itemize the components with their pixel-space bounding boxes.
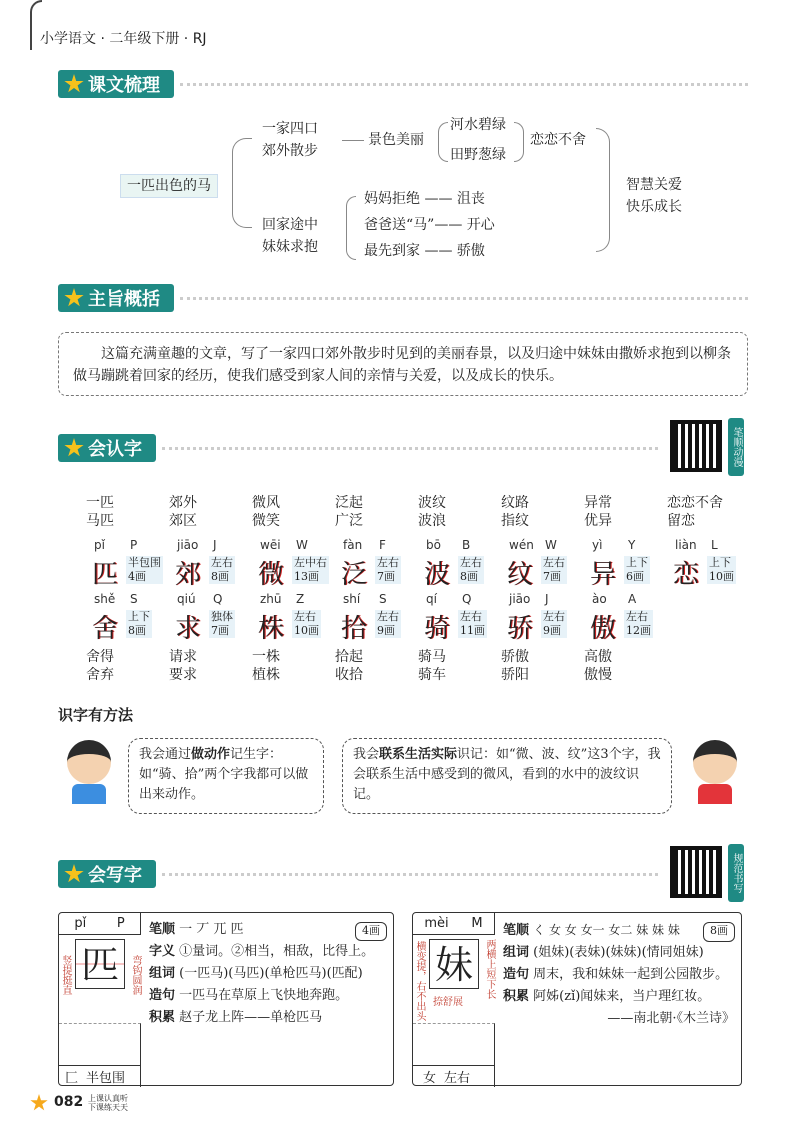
card2-sentence: 周末，我和妹妹一起到公园散步。 (533, 967, 729, 982)
vocab-word: 请求 (169, 649, 197, 665)
char-glyph: 异 (590, 560, 617, 590)
char-glyph: 骄 (507, 614, 534, 644)
vocab-word: 骑马 (418, 649, 446, 665)
char-letter: W (296, 538, 308, 552)
char-letter: P (130, 538, 138, 552)
vocab-item (584, 648, 667, 684)
vocab-item (501, 494, 584, 530)
char-letter: Q (462, 592, 472, 606)
card2-words: (姐妹)(表妹)(妹妹)(情同姐妹) (533, 945, 704, 960)
vocab-item (418, 494, 501, 530)
card2-radical: 女 (423, 1071, 437, 1086)
char-pinyin: jiāo (509, 592, 531, 606)
char-structure: 左右 9画 (377, 610, 399, 637)
outline-b1-end: 恋恋不舍 (530, 132, 586, 148)
chars-row-1 (86, 538, 750, 596)
char-card (667, 538, 750, 596)
char-glyph: 拾 (341, 614, 368, 644)
vocab-word: 高傲 (584, 649, 612, 665)
char-pinyin: wēi (260, 538, 281, 552)
vocab-word: 微笑 (252, 513, 280, 529)
vocab-word: 波浪 (418, 513, 446, 529)
char-letter: W (545, 538, 557, 552)
card2-acc-src: ——南北朝·《木兰诗》 (607, 1011, 735, 1026)
star-icon (64, 438, 84, 458)
running-header: 小学语文 · 二年级下册 · RJ (40, 31, 207, 47)
qr-code-icon[interactable] (670, 846, 722, 898)
vocab-word: 一株 (252, 649, 280, 665)
card2-left-note: 横变提，右不出头 (414, 941, 425, 1021)
section-title: 课文梳理 (88, 75, 160, 96)
card2-order: く 女 女 女一 女二 妹 妹 妹 (533, 923, 680, 937)
star-icon (64, 74, 84, 94)
char-glyph: 郊 (175, 560, 202, 590)
char-card (501, 538, 584, 596)
card2-letter: M (471, 916, 483, 931)
char-letter: L (711, 538, 718, 552)
card1-letter: P (116, 916, 125, 931)
char-structure: 左右 8画 (211, 556, 233, 583)
char-structure: 左右 7画 (377, 556, 399, 583)
char-card (169, 592, 252, 650)
card1-order: 一 丆 兀 匹 (179, 922, 244, 937)
char-glyph: 株 (258, 614, 285, 644)
char-structure: 左右 10画 (294, 610, 319, 637)
char-glyph: 恋 (673, 560, 700, 590)
card2-pinyin: mèi (424, 916, 449, 931)
vocab-word: 优异 (584, 513, 612, 529)
char-card (501, 592, 584, 650)
char-structure: 上下 10画 (709, 556, 734, 583)
char-card (252, 592, 335, 650)
card1-right-note: 弯钩圆润 (130, 955, 141, 995)
char-structure: 上下 6画 (626, 556, 648, 583)
char-structure: 左中右 13画 (294, 556, 327, 583)
outline-b1-a: 河水碧绿 (450, 117, 506, 133)
vocab-item (501, 648, 584, 684)
section-write-header (58, 860, 658, 888)
char-letter: F (379, 538, 386, 552)
char-card (169, 538, 252, 596)
char-glyph: 舍 (92, 614, 119, 644)
outline-brace (232, 138, 252, 228)
char-pinyin: wén (509, 538, 534, 552)
vocab-word: 一匹 (86, 495, 114, 511)
char-letter: Y (628, 538, 636, 552)
char-pinyin: qí (426, 592, 437, 606)
char-letter: S (130, 592, 138, 606)
chars-row-2 (86, 592, 667, 650)
char-letter: A (628, 592, 637, 606)
card1-words: (一匹马)(马匹)(单枪匹马)(匹配) (179, 966, 363, 981)
vocab-word: 泛起 (335, 495, 363, 511)
boy-avatar (62, 740, 116, 806)
outline-b2-a: 妈妈拒绝 —— 沮丧 (364, 191, 485, 207)
footer-slogan: 上课认真听 下课练天天 (88, 1094, 128, 1112)
vocab-top-row (86, 494, 750, 530)
card2-acc: 阿姊(zǐ)闻妹来，当户理红妆。 (533, 989, 711, 1004)
char-glyph: 波 (424, 560, 451, 590)
card1-radical: 匚 (65, 1071, 79, 1086)
vocab-word: 要求 (169, 667, 197, 683)
char-structure: 左右 9画 (543, 610, 565, 637)
card1-left-note: 竖提挺直 (60, 955, 71, 995)
char-structure: 半包围 4画 (128, 556, 161, 583)
char-pinyin: bō (426, 538, 441, 552)
char-structure: 上下 8画 (128, 610, 150, 637)
star-icon (64, 864, 84, 884)
vocab-word: 纹路 (501, 495, 529, 511)
section-recognize-header (58, 434, 658, 462)
char-card (584, 538, 667, 596)
char-pinyin: zhū (260, 592, 282, 606)
vocab-word: 收拾 (335, 667, 363, 683)
vocab-word: 傲慢 (584, 667, 612, 683)
vocab-word: 舍得 (86, 649, 114, 665)
outline-end: 智慧关爱 快乐成长 (626, 177, 682, 215)
vocab-word: 广泛 (335, 513, 363, 529)
card2-right-note: 两横上短下长 (484, 939, 495, 999)
vocab-item (418, 648, 501, 684)
char-card (335, 538, 418, 596)
char-glyph: 骑 (424, 614, 451, 644)
vocab-item (169, 648, 252, 684)
vocab-item (252, 648, 335, 684)
card1-pinyin: pǐ (74, 916, 87, 931)
char-letter: B (462, 538, 471, 552)
char-pinyin: shí (343, 592, 361, 606)
vocab-word: 留恋 (667, 513, 695, 529)
section-summary-header (58, 284, 748, 312)
char-pinyin: yì (592, 538, 603, 552)
section-title: 会认字 (88, 439, 142, 460)
char-structure: 独体 7画 (211, 610, 233, 637)
vocab-word: 骄傲 (501, 649, 529, 665)
vocab-word: 恋恋不舍 (667, 495, 723, 511)
char-pinyin: jiāo (177, 538, 199, 552)
vocab-item (169, 494, 252, 530)
write-card-2: mèi M 横变提，右不出头 两横上短下长 妹 捺舒展 女 左右 笔顺 く 女 女 女一 女二 妹 妹 妹 8画 组词 (姐妹)(表妹)(妹妹)(情同姐妹) 造句 周末，我和妹妹一起到公园散步。 积累 阿姊(zǐ)闻妹来，当户理红妆。 ——南北朝·《木兰诗》 (412, 912, 742, 1086)
outline-root: 一匹出色的马 (120, 174, 218, 198)
char-card (335, 592, 418, 650)
vocab-word: 骑车 (418, 667, 446, 683)
card1-sentence: 一匹马在草原上飞快地奔跑。 (179, 988, 349, 1003)
char-pinyin: qiú (177, 592, 196, 606)
section-title: 主旨概括 (88, 289, 160, 310)
char-card (86, 592, 169, 650)
bubble-right: 我会联系生活实际识记：如“微、波、纹”这3个字，我会联系生活中感受到的微风，看到的水中的波纹识记。 (342, 738, 672, 814)
section-outline-header (58, 70, 748, 98)
char-structure: 左右 7画 (543, 556, 565, 583)
card1-char: 匹 (75, 939, 125, 989)
girl-avatar (688, 740, 742, 806)
char-letter: S (379, 592, 387, 606)
vocab-item (335, 494, 418, 530)
qr-tag-2: 规范书写 (728, 844, 744, 902)
char-card (252, 538, 335, 596)
vocab-item (584, 494, 667, 530)
vocab-word: 郊区 (169, 513, 197, 529)
card1-acc: 赵子龙上阵——单枪匹马 (179, 1010, 323, 1025)
char-card (86, 538, 169, 596)
qr-code-icon[interactable] (670, 420, 722, 472)
char-glyph: 泛 (341, 560, 368, 590)
card1-strokes: 4画 (355, 922, 387, 941)
char-glyph: 求 (175, 614, 202, 644)
vocab-item (667, 494, 750, 530)
card2-struct: 左右 (444, 1071, 471, 1086)
card2-bottom-note: 捺舒展 (433, 997, 463, 1008)
char-letter: J (213, 538, 217, 552)
card2-strokes: 8画 (703, 922, 735, 942)
vocab-word: 舍弃 (86, 667, 114, 683)
vocab-bottom-row (86, 648, 667, 684)
vocab-word: 拾起 (335, 649, 363, 665)
char-pinyin: liàn (675, 538, 697, 552)
vocab-item (86, 648, 169, 684)
outline-branch-1: 一家四口 郊外散步 (262, 121, 318, 159)
char-pinyin: pǐ (94, 538, 105, 552)
card2-char: 妹 (429, 939, 479, 989)
page-number: 082 (54, 1094, 84, 1110)
card1-meaning: ①量词。②相当，相敌，比得上。 (179, 944, 375, 959)
outline-b2-b: 爸爸送“马”—— 开心 (364, 217, 495, 233)
outline-b2-c: 最先到家 —— 骄傲 (364, 243, 485, 259)
outline-b1-b: 田野葱绿 (450, 147, 506, 163)
char-letter: J (545, 592, 549, 606)
outline-branch-2: 回家途中 妹妹求抱 (262, 217, 318, 255)
vocab-word: 指纹 (501, 513, 529, 529)
method-title: 识字有方法 (58, 706, 134, 724)
vocab-word: 骄阳 (501, 667, 529, 683)
char-card (584, 592, 667, 650)
char-card (418, 538, 501, 596)
char-glyph: 纹 (507, 560, 534, 590)
outline-b1-mid: 景色美丽 (368, 132, 424, 148)
char-structure: 左右 12画 (626, 610, 651, 637)
write-card-1: pǐ P 竖提挺直 弯钩圆润 匹 匚 半包围 笔顺 一 丆 兀 匹 4画 字义 ①量词。②相当，相敌，比得上。 组词 (一匹马)(马匹)(单枪匹马)(匹配) 造句 一匹马在草原上飞快地奔跑。 积累 赵子龙上阵——单枪匹马 (58, 912, 394, 1086)
card1-struct: 半包围 (86, 1071, 126, 1086)
vocab-word: 马匹 (86, 513, 114, 529)
qr-tag-1: 笔顺动漫 (728, 418, 744, 476)
vocab-word: 异常 (584, 495, 612, 511)
vocab-word: 郊外 (169, 495, 197, 511)
vocab-item (86, 494, 169, 530)
char-glyph: 傲 (590, 614, 617, 644)
footer-star-icon (30, 1094, 48, 1112)
char-structure: 左右 11画 (460, 610, 485, 637)
char-card (418, 592, 501, 650)
bubble-left: 我会通过做动作记生字：如“骑、拾”两个字我都可以做出来动作。 (128, 738, 324, 814)
summary-box: 这篇充满童趣的文章，写了一家四口郊外散步时见到的美丽春景，以及归途中妹妹由撒娇求抱到以柳条做马蹦跳着回家的经历，使我们感受到家人间的亲情与关爱，以及成长的快乐。 (58, 332, 748, 396)
char-pinyin: shě (94, 592, 116, 606)
section-title: 会写字 (88, 865, 142, 886)
vocab-word: 微风 (252, 495, 280, 511)
char-letter: Q (213, 592, 223, 606)
vocab-word: 波纹 (418, 495, 446, 511)
char-pinyin: ào (592, 592, 607, 606)
vocab-word: 植株 (252, 667, 280, 683)
char-glyph: 微 (258, 560, 285, 590)
vocab-item (335, 648, 418, 684)
char-letter: Z (296, 592, 305, 606)
char-structure: 左右 8画 (460, 556, 482, 583)
star-icon (64, 288, 84, 308)
vocab-item (252, 494, 335, 530)
char-glyph: 匹 (92, 560, 119, 590)
char-pinyin: fàn (343, 538, 363, 552)
